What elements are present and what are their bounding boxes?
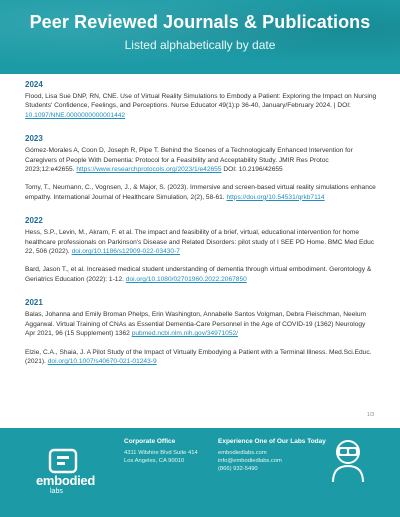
pubmed-link[interactable]: pubmed.ncbi.nlm.nih.gov/34971052/ <box>131 330 238 338</box>
office-heading: Corporate Office <box>124 438 176 445</box>
publication-entry: Hess, S.P., Levin, M., Akram, F. et al. The impact and feasibility of a brief, virtual, educational intervention for home healthcare professionals on Parkinson's Disease and Related Disorders: pilot study of I SEE PD Home. BMC Med Educ 22, 506 (2022). doi.org/10.1186/s12909-022-03430-7 <box>25 229 375 256</box>
year-heading-2024: 2024 <box>25 80 43 89</box>
doi-link[interactable]: doi.org/10.1007/s40670-021-01243-9 <box>47 357 157 365</box>
phone-number: (866) 932-5490 <box>218 466 258 472</box>
doi-link[interactable]: https://www.researchprotocols.org/2023/1/e42655 <box>76 166 222 174</box>
vr-headset-person-icon <box>328 436 368 484</box>
header-banner <box>0 0 400 74</box>
page-title: Peer Reviewed Journals & Publications <box>29 12 371 32</box>
year-heading-2021: 2021 <box>25 298 43 308</box>
office-address-line: Los Angeles, CA 90010 <box>124 458 185 464</box>
doi-link[interactable]: 10.1097/NNE.0000000000001442 <box>25 111 126 119</box>
year-heading-2022: 2022 <box>25 216 43 226</box>
publication-entry: Tomy, T., Neumann, C., Vognsen, J., & Major, S. (2023). Immersive and screen-based virtual reality simulations enhance empathy. International Journal of Healthcare Simulation, 2(2), 58-61. https://doi.org/10.54531/qrkb7114 <box>25 184 376 201</box>
logo-subtext: labs <box>50 488 63 495</box>
page-subtitle: Listed alphabetically by date <box>124 38 276 52</box>
doi-link[interactable]: https://doi.org/10.54531/qrkb7114 <box>226 193 325 201</box>
cta-heading: Experience One of Our Labs Today <box>218 438 326 445</box>
website-link[interactable]: embodiedlabs.com <box>218 450 267 456</box>
embodied-labs-logo <box>36 448 102 504</box>
email-link[interactable]: info@embodiedlabs.com <box>218 458 282 464</box>
logo-wordmark: embodied <box>36 473 95 488</box>
publication-entry: Gómez-Morales A, Coon D, Joseph R, Pipe T. Behind the Scenes of a Technologically Enhanced Intervention for Caregivers of People With Dementia: Protocol for a Feasibility and Acceptability Study. JMIR Res Protoc 2023;12:e42655. https://www.researchprotocols.org/2023/1/e42655 DOI: 10.2196/42655 <box>25 147 353 174</box>
publication-entry: Balas, Johanna and Emily Broman Phelps, Erin Washington, Annabelle Santos Volgman, Debra Fleischman, Neelum Aggarwal. Virtual Training of CNAs as Essential Dementia-Care Personnel in the Age of COVID-19 (1362) Neurology Apr 2021, 96 (15 Supplement) 1362 pubmed.ncbi.nlm.nih.gov/34971052/ <box>25 311 366 338</box>
page-number: 1/3 <box>367 412 374 418</box>
doi-link[interactable]: doi.org/10.1186/s12909-022-03430-7 <box>71 248 180 256</box>
year-heading-2023: 2023 <box>25 134 43 144</box>
publication-list <box>25 80 377 366</box>
logo-mark-icon <box>48 448 78 474</box>
publication-entry: Bard, Jason T., et al. Increased medical student understanding of dementia through virtual embodiment. Gerontology & Geriatrics Education (2022): 1-12. doi.org/10.1080/02701960.2022.2067850 <box>25 266 372 283</box>
publication-entry: Elzie, C.A., Shaia, J. A Pilot Study of the Impact of Virtually Embodying a Patient with a Terminal Illness. Med.Sci.Educ. (2021). doi.org/10.1007/s40670-021-01243-9 <box>25 348 372 365</box>
doi-link[interactable]: doi.org/10.1080/02701960.2022.2067850 <box>125 275 247 283</box>
footer <box>0 428 400 517</box>
publication-entry: Flood, Lisa Sue DNP, RN, CNE. Use of Virtual Reality Simulations to Embody a Patient: Exploring the Impact on Nursing Students' Confidence, Feelings, and Perceptions. Nurse Educator 49(1):p 36-40, January/February 2024. | DOI: 10.1097/NNE.0000000000001442 <box>25 93 377 119</box>
office-address-line: 4311 Wilshire Blvd Suite 414 <box>124 450 198 456</box>
